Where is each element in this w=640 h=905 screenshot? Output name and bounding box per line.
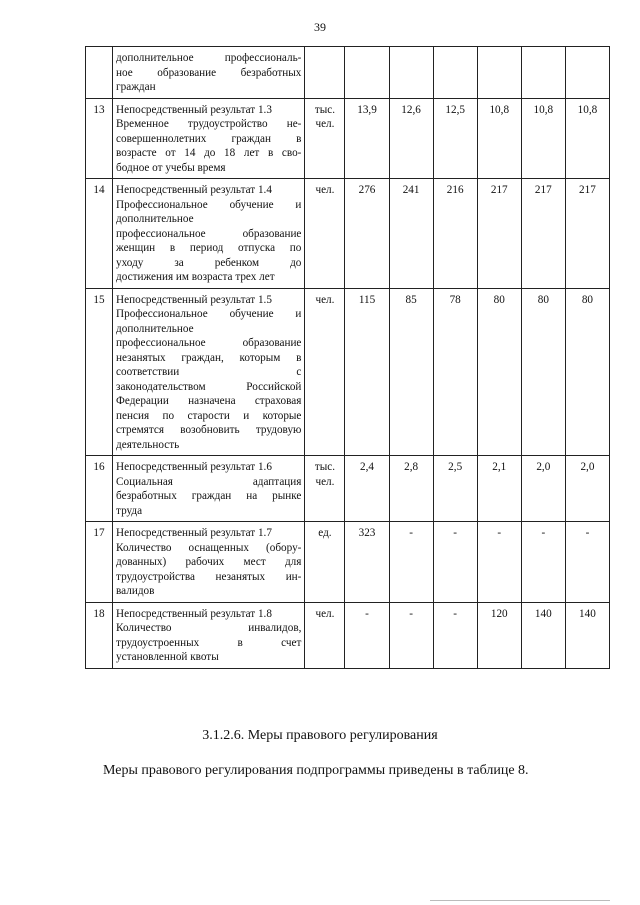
indicator-name-line: Профессиональное обучение и	[116, 198, 302, 211]
value-cell: -	[477, 522, 521, 603]
value-cell: 217	[477, 179, 521, 289]
value-cell: -	[521, 522, 565, 603]
value-cell: 120	[477, 602, 521, 668]
value-cell: 2,5	[433, 456, 477, 522]
value-cell: 13,9	[345, 98, 389, 179]
indicator-name-line: дополнительное	[116, 322, 194, 335]
indicator-name-line: законодательством Российской	[116, 380, 302, 393]
indicator-name-line: трудоустройства незанятых ин-	[116, 570, 302, 583]
value-cell: 85	[389, 288, 433, 456]
value-cell: 10,8	[565, 98, 609, 179]
body-paragraph: Меры правового регулирования подпрограммы приведены в таблице 8.	[103, 763, 529, 778]
value-cell: 80	[565, 288, 609, 456]
value-cell: 2,0	[565, 456, 609, 522]
indicator-name-line: Непосредственный результат 1.6	[116, 461, 272, 473]
value-cell: 78	[433, 288, 477, 456]
section-heading: 3.1.2.6. Меры правового регулирования	[202, 728, 438, 743]
unit-cell: чел.	[305, 288, 345, 456]
indicator-name-cell	[113, 522, 305, 603]
value-cell: -	[565, 522, 609, 603]
table-row	[86, 456, 610, 522]
value-cell: 115	[345, 288, 389, 456]
value-cell: 2,8	[389, 456, 433, 522]
indicator-name-line: ное образование безработных	[116, 66, 302, 79]
indicator-name-line: Непосредственный результат 1.4	[116, 184, 272, 196]
indicator-name-cell	[113, 288, 305, 456]
row-number-cell: 15	[86, 288, 113, 456]
value-cell: 276	[345, 179, 389, 289]
row-number-cell: 16	[86, 456, 113, 522]
value-cell: 2,0	[521, 456, 565, 522]
value-cell	[345, 47, 389, 99]
value-cell: 2,4	[345, 456, 389, 522]
unit-cell: ед.	[305, 522, 345, 603]
indicator-name-line: Профессиональное обучение и	[116, 308, 302, 320]
indicator-name-line: профессиональное образование	[116, 227, 302, 240]
indicator-name-line: бодное от учебы время	[116, 161, 226, 174]
value-cell	[565, 47, 609, 99]
row-number-cell: 17	[86, 522, 113, 603]
results-table	[85, 46, 610, 669]
indicator-name-line: соответствии с	[116, 366, 302, 378]
value-cell: 217	[521, 179, 565, 289]
value-cell: 80	[477, 288, 521, 456]
indicator-name-line: Непосредственный результат 1.3	[116, 103, 272, 116]
value-cell: 140	[521, 602, 565, 668]
row-number-cell	[86, 47, 113, 99]
value-cell: 217	[565, 179, 609, 289]
value-cell: 2,1	[477, 456, 521, 522]
indicator-name-line: деятельность	[116, 438, 180, 451]
unit-cell: тыс. чел.	[305, 98, 345, 179]
indicator-name-line: уходу за ребенком до	[116, 256, 302, 269]
indicator-name-line: дополнительное	[116, 213, 194, 225]
value-cell: 216	[433, 179, 477, 289]
value-cell: -	[389, 522, 433, 603]
value-cell: -	[433, 602, 477, 668]
value-cell: -	[433, 522, 477, 603]
indicator-name-line: совершеннолетних граждан в	[116, 132, 302, 145]
value-cell: -	[389, 602, 433, 668]
unit-cell: чел.	[305, 179, 345, 289]
unit-cell	[305, 47, 345, 99]
value-cell: 80	[521, 288, 565, 456]
indicator-name-line: Непосредственный результат 1.7	[116, 527, 272, 539]
indicator-name-line: дополнительное профессиональ-	[116, 52, 302, 64]
indicator-name-line: безработных граждан на рынке	[116, 490, 302, 502]
unit-cell: тыс. чел.	[305, 456, 345, 522]
table-row	[86, 288, 610, 456]
indicator-name-line: трудоустроенных в счет	[116, 636, 302, 649]
indicator-name-line: стремятся возобновить трудовую	[116, 424, 302, 436]
indicator-name-line: Количество оснащенных (обору-	[116, 541, 302, 554]
indicator-name-line: Федерации назначена страховая	[116, 395, 302, 407]
row-number-cell: 18	[86, 602, 113, 668]
value-cell	[389, 47, 433, 99]
value-cell	[477, 47, 521, 99]
indicator-name-line: возрасте от 14 до 18 лет в сво-	[116, 147, 302, 159]
value-cell: 10,8	[477, 98, 521, 179]
indicator-name-line: граждан	[116, 81, 156, 93]
table-row	[86, 47, 610, 99]
indicator-name-line: достижения им возраста трех лет	[116, 271, 275, 283]
scan-artifact-line	[430, 900, 610, 901]
value-cell: 10,8	[521, 98, 565, 179]
indicator-name-line: незанятых граждан, которым в	[116, 351, 302, 364]
indicator-name-cell	[113, 47, 305, 99]
table-row	[86, 179, 610, 289]
indicator-name-line: дованных) рабочих мест для	[116, 556, 302, 568]
indicator-name-line: Временное трудоустройство не-	[116, 118, 302, 130]
indicator-name-cell	[113, 602, 305, 668]
indicator-name-cell	[113, 179, 305, 289]
indicator-name-line: Непосредственный результат 1.5	[116, 293, 272, 306]
row-number-cell: 14	[86, 179, 113, 289]
table-row	[86, 98, 610, 179]
value-cell	[433, 47, 477, 99]
value-cell: 323	[345, 522, 389, 603]
indicator-name-line: установленной квоты	[116, 651, 219, 663]
indicator-name-cell	[113, 456, 305, 522]
value-cell: -	[345, 602, 389, 668]
table-row	[86, 522, 610, 603]
value-cell: 12,6	[389, 98, 433, 179]
indicator-name-cell	[113, 98, 305, 179]
indicator-name-line: профессиональное образование	[116, 337, 302, 349]
indicator-name-line: валидов	[116, 585, 155, 597]
unit-cell: чел.	[305, 602, 345, 668]
indicator-name-line: женщин в период отпуска по	[116, 242, 302, 254]
page-number: 39	[314, 20, 326, 34]
indicator-name-line: Количество инвалидов,	[116, 622, 302, 634]
table-row	[86, 602, 610, 668]
indicator-name-line: Социальная адаптация	[116, 475, 302, 488]
value-cell	[521, 47, 565, 99]
value-cell: 12,5	[433, 98, 477, 179]
indicator-name-line: труда	[116, 504, 143, 517]
row-number-cell: 13	[86, 98, 113, 179]
value-cell: 241	[389, 179, 433, 289]
indicator-name-line: пенсия по старости и которые	[116, 409, 302, 422]
value-cell: 140	[565, 602, 609, 668]
indicator-name-line: Непосредственный результат 1.8	[116, 607, 272, 620]
